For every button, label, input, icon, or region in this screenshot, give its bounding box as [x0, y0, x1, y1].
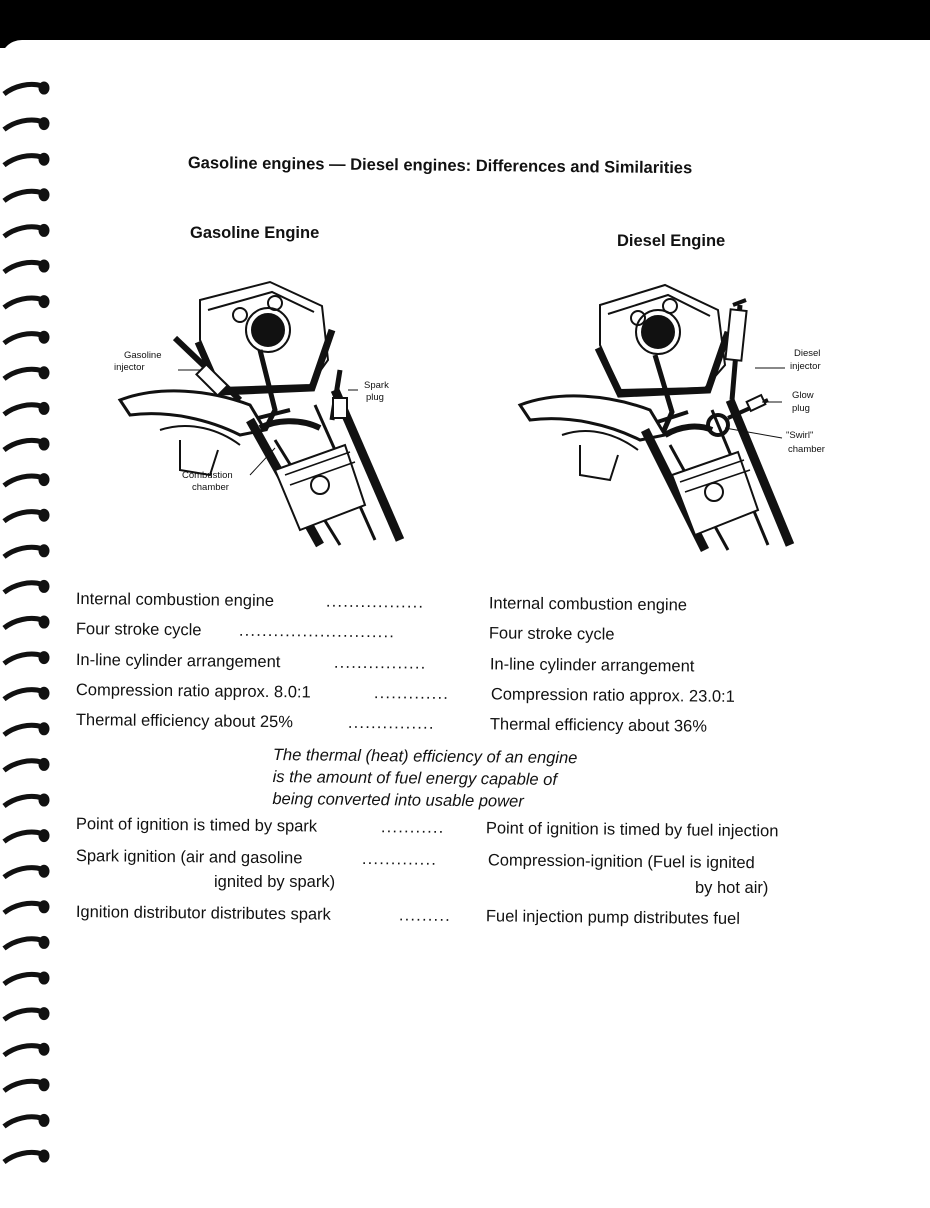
binding-hole: [39, 972, 49, 984]
binding-coil: [4, 191, 42, 201]
gasoline-fact-continuation: ignited by spark): [214, 873, 336, 891]
diesel-fact: Four stroke cycle: [488, 624, 615, 644]
gasoline-engine-heading: Gasoline Engine: [190, 224, 320, 242]
gasoline-fact: Point of ignition is timed by spark: [75, 815, 318, 836]
binding-coil: [4, 796, 42, 806]
binding-hole: [39, 652, 49, 664]
binding-coil: [4, 1081, 42, 1091]
binding-hole: [39, 296, 49, 308]
binding-coil: [4, 583, 42, 593]
binding-hole: [39, 794, 49, 806]
binding-coil: [4, 262, 42, 272]
diesel-fact: Thermal efficiency about 36%: [489, 715, 708, 736]
binding-coil: [4, 1010, 42, 1020]
binding-hole: [39, 153, 49, 165]
binding-hole: [39, 82, 49, 94]
binding-hole: [39, 118, 49, 130]
binding-coil: [4, 227, 42, 237]
dot-leader: .........: [398, 906, 452, 925]
comparison-row: [76, 590, 896, 625]
gasoline-fact: In-line cylinder arrangement: [75, 651, 281, 672]
binding-hole: [39, 830, 49, 842]
binding-hole: [39, 687, 49, 699]
diesel-fact: Internal combustion engine: [488, 594, 688, 615]
binding-hole: [39, 616, 49, 628]
binding-coil: [4, 334, 42, 344]
binding-hole: [39, 1079, 49, 1091]
comparison-row: [76, 711, 896, 746]
binding-hole: [39, 438, 49, 450]
binding-hole: [39, 402, 49, 414]
binding-coil: [4, 868, 42, 878]
binding-hole: [39, 1008, 49, 1020]
binding-coil: [4, 1117, 42, 1127]
binding-hole: [39, 331, 49, 343]
binding-hole: [39, 260, 49, 272]
comparison-row: [76, 681, 896, 716]
swirl-chamber-label-1: "Swirl": [786, 430, 814, 441]
binding-hole: [39, 224, 49, 236]
binding-coil: [4, 974, 42, 984]
gasoline-fact: Spark ignition (air and gasoline: [75, 847, 303, 868]
binding-coil: [4, 903, 42, 913]
binding-coil: [4, 512, 42, 522]
binding-coil: [4, 761, 42, 771]
thermal-efficiency-note: [272, 744, 577, 813]
binding-hole: [39, 1114, 49, 1126]
note-line: is the amount of fuel energy capable of: [272, 767, 558, 789]
binding-coil: [4, 690, 42, 700]
binding-hole: [39, 1043, 49, 1055]
page-title: Gasoline engines — Diesel engines: Differences and Similarities: [187, 154, 693, 178]
diesel-engine-heading: Diesel Engine: [617, 232, 726, 250]
binding-coil: [4, 84, 42, 94]
diesel-engine-diagram: [500, 270, 850, 555]
binding-coil: [4, 440, 42, 450]
comparison-row: [76, 903, 896, 938]
binding-coil: [4, 547, 42, 557]
swirl-chamber-label-2: chamber: [788, 444, 825, 455]
comparison-row: [76, 620, 896, 655]
binding-hole: [39, 580, 49, 592]
dot-leader: ...........................: [238, 621, 396, 642]
dot-leader: ...............: [347, 713, 435, 733]
diesel-fact: Fuel injection pump distributes fuel: [485, 907, 741, 928]
diesel-injector-label-2: injector: [790, 361, 821, 372]
note-line: The thermal (heat) efficiency of an engine: [272, 745, 578, 768]
gasoline-injector-label-2: injector: [114, 362, 145, 373]
binding-coil: [4, 156, 42, 166]
binding-coil: [4, 832, 42, 842]
dot-leader: ...........: [380, 818, 445, 837]
binding-hole: [39, 189, 49, 201]
spark-plug-label-1: Spark: [364, 380, 389, 391]
binding-hole: [39, 723, 49, 735]
combustion-chamber-label-1: Combustion: [182, 470, 233, 481]
comparison-row: [76, 815, 896, 850]
comparison-row: [76, 651, 896, 686]
diesel-fact: Compression ratio approx. 23.0:1: [490, 685, 735, 706]
binding-hole: [39, 1150, 49, 1162]
binding-coil: [4, 1046, 42, 1056]
gasoline-fact: Four stroke cycle: [75, 620, 202, 640]
binding-hole: [39, 545, 49, 557]
gasoline-fact: Internal combustion engine: [75, 590, 275, 611]
diesel-fact: Point of ignition is timed by fuel injection: [485, 819, 779, 841]
note-line: being converted into usable power: [272, 789, 524, 811]
gasoline-injector-label-1: Gasoline: [124, 350, 162, 361]
spark-plug-label-2: plug: [366, 392, 384, 403]
binding-coil: [4, 939, 42, 949]
page-top-edge: [0, 40, 930, 70]
diesel-injector-label-1: Diesel: [794, 348, 821, 359]
binding-hole: [39, 901, 49, 913]
binding-coil: [4, 405, 42, 415]
binding-coil: [4, 1152, 42, 1162]
gasoline-fact: Ignition distributor distributes spark: [75, 903, 331, 924]
binding-hole: [39, 509, 49, 521]
binding-hole: [39, 865, 49, 877]
binding-hole: [39, 367, 49, 379]
binding-coil: [4, 654, 42, 664]
spiral-binding: [0, 70, 60, 1208]
binding-hole: [39, 936, 49, 948]
combustion-chamber-label-2: chamber: [192, 482, 229, 493]
binding-coil: [4, 725, 42, 735]
diesel-fact: Compression-ignition (Fuel is ignited: [487, 851, 755, 873]
dot-leader: .............: [373, 684, 450, 703]
diesel-fact-continuation: by hot air): [695, 879, 769, 897]
gasoline-fact: Compression ratio approx. 8.0:1: [75, 681, 311, 702]
comparison-row: [76, 847, 896, 882]
diesel-fact: In-line cylinder arrangement: [489, 655, 695, 676]
binding-coil: [4, 369, 42, 379]
binding-coil: [4, 298, 42, 308]
binding-coil: [4, 476, 42, 486]
dot-leader: ................: [333, 653, 427, 673]
binding-coil: [4, 618, 42, 628]
glow-plug-label-1: Glow: [792, 390, 814, 401]
binding-coil: [4, 120, 42, 130]
binding-hole: [39, 474, 49, 486]
dot-leader: .................: [325, 592, 425, 612]
dot-leader: .............: [361, 849, 438, 869]
gasoline-engine-diagram: [100, 270, 420, 550]
gasoline-fact: Thermal efficiency about 25%: [75, 711, 294, 732]
binding-hole: [39, 758, 49, 770]
glow-plug-label-2: plug: [792, 403, 810, 414]
